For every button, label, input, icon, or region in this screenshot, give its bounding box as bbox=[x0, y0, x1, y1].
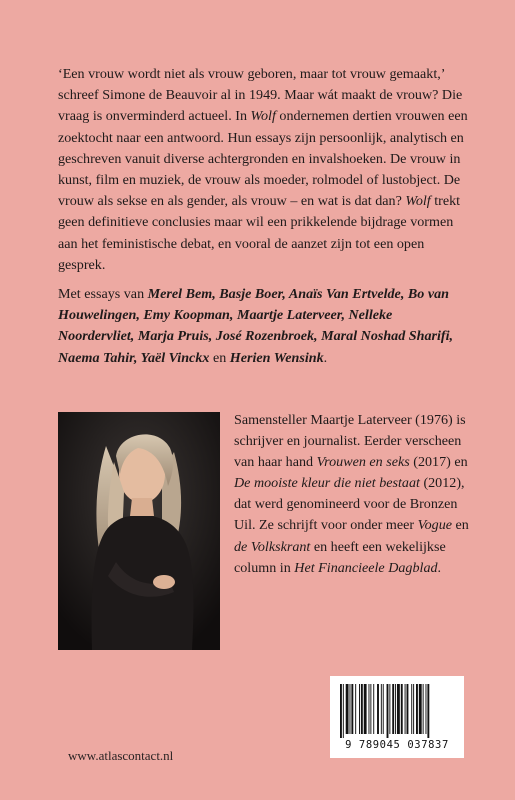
barcode-bar bbox=[377, 684, 379, 734]
author-photo bbox=[58, 412, 220, 650]
barcode-bar bbox=[413, 684, 414, 734]
book-title-vrouwen-en-seks: Vrouwen en seks bbox=[316, 454, 410, 471]
back-cover-blurb bbox=[58, 64, 468, 276]
contributors-and: en bbox=[209, 349, 230, 366]
barcode-bar bbox=[397, 684, 400, 734]
contributors-intro: Met essays van bbox=[58, 286, 148, 302]
barcode-bar bbox=[343, 684, 344, 738]
author-portrait-illustration bbox=[58, 412, 220, 650]
barcode-bar bbox=[405, 684, 406, 734]
isbn-number: 9 789045 037837 bbox=[345, 739, 449, 751]
barcode-bar bbox=[389, 684, 390, 734]
bio-text-4: en bbox=[452, 517, 469, 534]
barcode-bar bbox=[392, 684, 394, 734]
barcode-bar bbox=[359, 684, 360, 734]
publisher-website: www.atlascontact.nl bbox=[68, 748, 174, 763]
barcode-bar bbox=[351, 684, 353, 734]
blurb-text-1: ‘Een vrouw wordt niet als vrouw geboren, maar tot vrouw gemaakt,’ schreef Simone de Beauvoir al in 1949. Maar wát maakt de vrouw? Die vraag is onverminderd actueel. In bbox=[58, 66, 463, 125]
bio-text-3: (2012), dat werd genomineerd voor de Bronzen Uil. Ze schrijft voor onder meer bbox=[234, 475, 465, 534]
barcode-bar bbox=[383, 684, 384, 734]
barcode-bar bbox=[370, 684, 371, 734]
title-wolf: Wolf bbox=[250, 108, 276, 125]
isbn-barcode bbox=[330, 676, 464, 758]
bio-text-5: en heeft een wekelijkse column in bbox=[234, 538, 446, 576]
barcode-bar bbox=[346, 684, 349, 734]
barcode-bar bbox=[416, 684, 418, 734]
newspaper-fd: Het Financieele Dagblad bbox=[294, 559, 438, 576]
contributors-end: . bbox=[323, 349, 328, 366]
title-wolf: Wolf bbox=[405, 193, 431, 210]
barcode-bar bbox=[395, 684, 396, 734]
barcode-bar bbox=[407, 684, 409, 734]
barcode-bar bbox=[401, 684, 403, 734]
barcode-bar bbox=[426, 684, 427, 734]
magazine-vogue: Vogue bbox=[417, 517, 453, 534]
bio-text-6: . bbox=[437, 559, 442, 576]
barcode-bar bbox=[373, 684, 374, 734]
barcode-bars bbox=[338, 684, 456, 738]
barcode-bar bbox=[361, 684, 363, 734]
newspaper-volkskrant: de Volkskrant bbox=[234, 538, 311, 555]
barcode-bar bbox=[350, 684, 351, 734]
barcode-bar bbox=[355, 684, 356, 734]
blurb-text-3: trekt geen definitieve conclusies maar wil een prikkelende bijdrage vormen aan het feministische debat, en vooral de aanzet zijn tot een open gesprek. bbox=[58, 193, 461, 273]
barcode-bar bbox=[419, 684, 422, 734]
barcode-bar bbox=[340, 684, 342, 738]
contributor-names: Merel Bem, Basje Boer, Anaïs Van Ertvelde, Bo van Houwelingen, Emy Koopman, Maartje Laterveer, Nelleke Noordervliet, Marja Pruis, José Rozenbroek, Maral Noshad Sharifi, Naema Tahir, Yaël Vinckx bbox=[58, 286, 454, 366]
barcode-bar bbox=[427, 684, 429, 738]
barcode-bar bbox=[364, 684, 367, 734]
barcode-bar bbox=[369, 684, 370, 734]
barcode-bar bbox=[423, 684, 424, 734]
barcode-bar bbox=[387, 684, 389, 738]
bio-text-1: Samensteller Maartje Laterveer (1976) is schrijver en journalist. Eerder verscheen van haar hand bbox=[234, 412, 466, 471]
book-title-de-mooiste-kleur: De mooiste kleur die niet bestaat bbox=[234, 475, 420, 492]
author-bio bbox=[234, 410, 474, 579]
bio-text-2: (2017) en bbox=[409, 454, 468, 471]
contributors-list bbox=[58, 284, 470, 369]
contributor-last-name: Herien Wensink bbox=[229, 349, 324, 366]
blurb-text-2: ondernemen dertien vrouwen een zoektocht naar een antwoord. Hun essays zijn persoonlijk, analytisch en geschreven vanuit diverse achtergronden en invalshoeken. De vrouw in kunst, film en muziek, de vrouw als moeder, rolmodel of lustobject. De vrouw als sekse en als gender, als vrouw – en wat is dat dan? bbox=[58, 108, 468, 210]
barcode-bar bbox=[381, 684, 382, 734]
barcode-bar bbox=[411, 684, 412, 734]
